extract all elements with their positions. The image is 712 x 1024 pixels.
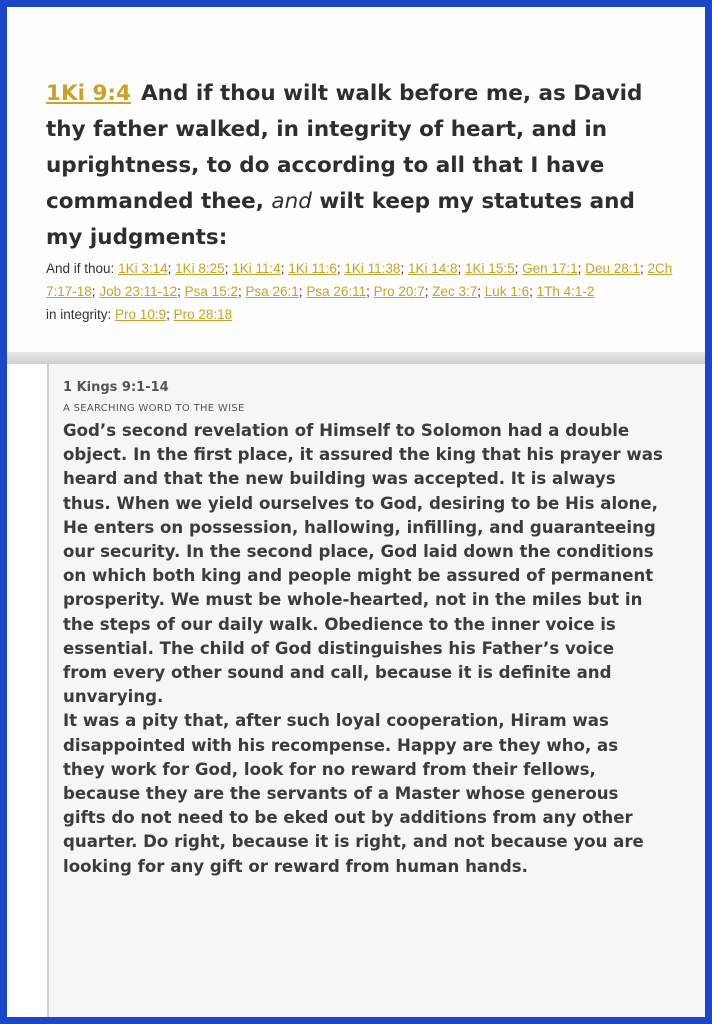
verse-text	[46, 76, 676, 256]
divider	[7, 352, 705, 364]
separator: ;	[224, 261, 229, 276]
verse-text-part1: And if thou wilt walk before me, as David thy father walked, in integrity of heart, and in uprightness, to do according to all that I have commanded thee,	[46, 81, 643, 214]
cross-reference-list	[115, 307, 232, 322]
verse-reference-link[interactable]: 1Ki 9:4	[46, 81, 131, 106]
separator: ;	[514, 261, 519, 276]
cross-reference-link[interactable]: 1Ki 3:14	[118, 261, 168, 276]
cross-reference-link[interactable]: 1Ki 11:4	[232, 261, 281, 276]
cross-reference-link[interactable]: Psa 15:2	[184, 284, 238, 299]
devotional-subtitle: A SEARCHING WORD TO THE WISE	[63, 403, 245, 414]
cross-reference-link[interactable]: Gen 17:1	[522, 261, 578, 276]
separator: ;	[640, 261, 644, 276]
separator: ;	[298, 284, 303, 299]
cross-reference-link[interactable]: Job 23:11-12	[99, 284, 178, 299]
cross-reference-link[interactable]: 1Ki 15:5	[465, 261, 515, 276]
separator: ;	[167, 261, 172, 276]
cross-reference-list	[46, 261, 672, 299]
devotional-paragraph: It was a pity that, after such loyal cooperation, Hiram was disappointed with his recompense. Happy are they who, as they work for God, look for no reward from their fellows, because they are the servants of a Master whose generous gifts do not need to be eked out by additions from any other quarter. Do right, because it is right, and not because you are looking for any gift or reward from human hands.	[63, 711, 644, 876]
cross-reference-link[interactable]: Pro 10:9	[115, 307, 167, 322]
separator: ;	[424, 284, 429, 299]
separator: ;	[577, 261, 582, 276]
separator: ;	[366, 284, 370, 299]
cross-reference-link[interactable]: Zec 3:7	[432, 284, 478, 299]
separator: ;	[529, 284, 533, 299]
screenshot-frame	[7, 7, 705, 1017]
cross-reference-group	[46, 303, 686, 326]
separator: ;	[280, 261, 285, 276]
verse-text-italic: and	[271, 189, 312, 214]
cross-reference-link[interactable]: Psa 26:11	[306, 284, 367, 299]
cross-reference-link[interactable]: 1Th 4:1-2	[536, 284, 595, 299]
cross-reference-link[interactable]: Psa 26:1	[245, 284, 299, 299]
cross-reference-link[interactable]: 1Ki 11:6	[288, 261, 337, 276]
cross-reference-group	[46, 257, 686, 303]
cross-reference-label: in integrity:	[46, 307, 112, 322]
separator: ;	[336, 261, 341, 276]
separator: ;	[166, 307, 170, 322]
separator: ;	[177, 284, 181, 299]
separator: ;	[477, 284, 482, 299]
separator: ;	[457, 261, 462, 276]
cross-reference-link[interactable]: 1Ki 11:38	[344, 261, 401, 276]
separator: ;	[400, 261, 405, 276]
cross-reference-link[interactable]: 1Ki 14:8	[407, 261, 458, 276]
verse-text-part2: wilt keep my statutes and my judgments:	[46, 189, 635, 250]
separator: ;	[91, 284, 96, 299]
devotional-paragraph: God’s second revelation of Himself to Solomon had a double object. In the first place, it assured the king that his prayer was heard and that the new building was accepted. It is always thus. When we yield ourselves to God, desiring to be His alone, He enters on possession, hallowing, infilling, and guaranteeing our security. In the second place, God laid down the conditions on which both king and people might be assured of permanent prosperity. We must be whole-hearted, not in the miles but in the steps of our daily walk. Obedience to the inner voice is essential. The child of God distinguishes his Father’s voice from every other sound and call, because it is definite and unvarying.	[63, 421, 663, 707]
cross-reference-link[interactable]: 2Ch 7:17-18	[46, 261, 673, 299]
cross-reference-label: And if thou:	[46, 261, 115, 276]
devotional-passage-heading: 1 Kings 9:1-14	[63, 380, 169, 395]
devotional-panel	[47, 364, 705, 1017]
devotional-body	[63, 419, 663, 879]
cross-reference-link[interactable]: Pro 28:18	[173, 307, 233, 322]
cross-reference-link[interactable]: Pro 20:7	[373, 284, 425, 299]
separator: ;	[237, 284, 242, 299]
cross-reference-link[interactable]: Deu 28:1	[585, 261, 640, 276]
bible-verse-panel	[7, 7, 705, 352]
cross-references	[46, 257, 686, 326]
cross-reference-link[interactable]: 1Ki 8:25	[175, 261, 225, 276]
cross-reference-link[interactable]: Luk 1:6	[484, 284, 530, 299]
